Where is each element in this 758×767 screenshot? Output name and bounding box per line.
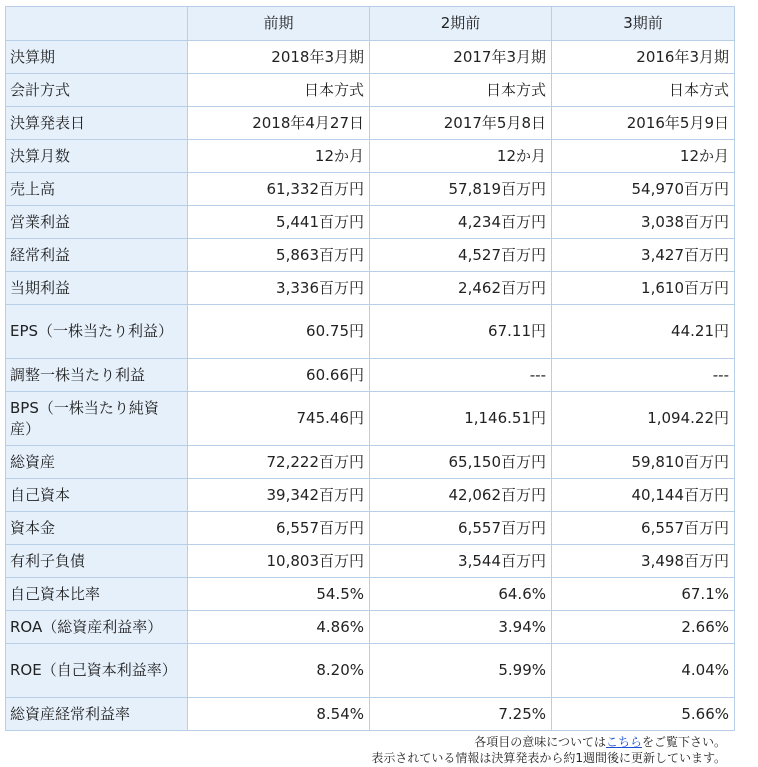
cell-value: 12か月	[370, 140, 552, 173]
cell-value: 60.66円	[188, 359, 370, 392]
cell-value: 64.6%	[370, 578, 552, 611]
table-row	[6, 359, 735, 392]
table-row	[6, 644, 735, 698]
header-two-periods-ago: 2期前	[370, 7, 552, 41]
cell-value: 7.25%	[370, 698, 552, 731]
footnote-text-before: 各項目の意味については	[474, 735, 606, 749]
table-row	[6, 392, 735, 446]
cell-value: 3.94%	[370, 611, 552, 644]
row-label: 調整一株当たり利益	[6, 359, 188, 392]
cell-value: 3,498百万円	[552, 545, 735, 578]
cell-value: 6,557百万円	[552, 512, 735, 545]
cell-value: 2016年5月9日	[552, 107, 735, 140]
table-row	[6, 74, 735, 107]
cell-value: 日本方式	[552, 74, 735, 107]
footnotes	[371, 734, 726, 766]
row-label: ROE（自己資本利益率）	[6, 644, 188, 698]
table-row	[6, 272, 735, 305]
row-label: 自己資本比率	[6, 578, 188, 611]
cell-value: 42,062百万円	[370, 479, 552, 512]
row-label: 営業利益	[6, 206, 188, 239]
cell-value: 3,427百万円	[552, 239, 735, 272]
cell-value: 59,810百万円	[552, 446, 735, 479]
row-label: 自己資本	[6, 479, 188, 512]
cell-value: 3,336百万円	[188, 272, 370, 305]
cell-value: 54,970百万円	[552, 173, 735, 206]
cell-value: 4.04%	[552, 644, 735, 698]
cell-value: 44.21円	[552, 305, 735, 359]
cell-value: 2016年3月期	[552, 41, 735, 74]
cell-value: 8.54%	[188, 698, 370, 731]
table-row	[6, 698, 735, 731]
cell-value: 61,332百万円	[188, 173, 370, 206]
cell-value: 2018年3月期	[188, 41, 370, 74]
cell-value: 4,527百万円	[370, 239, 552, 272]
cell-value: 日本方式	[370, 74, 552, 107]
table-row	[6, 545, 735, 578]
table-row	[6, 479, 735, 512]
footnote-line-1	[371, 734, 726, 750]
cell-value: 2,462百万円	[370, 272, 552, 305]
cell-value: 5.66%	[552, 698, 735, 731]
financial-table	[5, 6, 735, 731]
row-label: 当期利益	[6, 272, 188, 305]
cell-value: ---	[552, 359, 735, 392]
footnote-line-2: 表示されている情報は決算発表から約1週間後に更新しています。	[371, 751, 726, 765]
cell-value: 745.46円	[188, 392, 370, 446]
row-label: 決算期	[6, 41, 188, 74]
cell-value: 2017年3月期	[370, 41, 552, 74]
row-label: 決算発表日	[6, 107, 188, 140]
table-row	[6, 512, 735, 545]
cell-value: 12か月	[188, 140, 370, 173]
header-corner	[6, 7, 188, 41]
cell-value: 60.75円	[188, 305, 370, 359]
row-label: 経常利益	[6, 239, 188, 272]
cell-value: 10,803百万円	[188, 545, 370, 578]
cell-value: 39,342百万円	[188, 479, 370, 512]
table-row	[6, 206, 735, 239]
cell-value: 8.20%	[188, 644, 370, 698]
table-row	[6, 173, 735, 206]
cell-value: 40,144百万円	[552, 479, 735, 512]
row-label: 決算月数	[6, 140, 188, 173]
cell-value: 5.99%	[370, 644, 552, 698]
cell-value: 2.66%	[552, 611, 735, 644]
cell-value: 57,819百万円	[370, 173, 552, 206]
table-row	[6, 239, 735, 272]
header-three-periods-ago: 3期前	[552, 7, 735, 41]
cell-value: 1,094.22円	[552, 392, 735, 446]
row-label: ROA（総資産利益率）	[6, 611, 188, 644]
cell-value: 3,038百万円	[552, 206, 735, 239]
cell-value: 72,222百万円	[188, 446, 370, 479]
cell-value: 日本方式	[188, 74, 370, 107]
table-row	[6, 41, 735, 74]
header-row	[6, 7, 735, 41]
cell-value: 3,544百万円	[370, 545, 552, 578]
table-row	[6, 305, 735, 359]
cell-value: 1,146.51円	[370, 392, 552, 446]
table-row	[6, 611, 735, 644]
row-label: 有利子負債	[6, 545, 188, 578]
cell-value: 2017年5月8日	[370, 107, 552, 140]
row-label: 資本金	[6, 512, 188, 545]
cell-value: 67.11円	[370, 305, 552, 359]
cell-value: 54.5%	[188, 578, 370, 611]
header-previous-period: 前期	[188, 7, 370, 41]
cell-value: 2018年4月27日	[188, 107, 370, 140]
cell-value: 12か月	[552, 140, 735, 173]
table-row	[6, 578, 735, 611]
cell-value: 5,441百万円	[188, 206, 370, 239]
glossary-link[interactable]: こちら	[605, 735, 642, 749]
cell-value: 4,234百万円	[370, 206, 552, 239]
table-row	[6, 446, 735, 479]
cell-value: 65,150百万円	[370, 446, 552, 479]
cell-value: ---	[370, 359, 552, 392]
cell-value: 67.1%	[552, 578, 735, 611]
cell-value: 6,557百万円	[370, 512, 552, 545]
cell-value: 5,863百万円	[188, 239, 370, 272]
row-label: BPS（一株当たり純資産）	[6, 392, 188, 446]
row-label: 会計方式	[6, 74, 188, 107]
cell-value: 4.86%	[188, 611, 370, 644]
row-label: 総資産経常利益率	[6, 698, 188, 731]
table-row	[6, 140, 735, 173]
footnote-text-after: をご覧下さい。	[641, 735, 726, 749]
row-label: 総資産	[6, 446, 188, 479]
table-row	[6, 107, 735, 140]
row-label: 売上高	[6, 173, 188, 206]
cell-value: 6,557百万円	[188, 512, 370, 545]
cell-value: 1,610百万円	[552, 272, 735, 305]
table-body	[6, 41, 735, 731]
row-label: EPS（一株当たり利益）	[6, 305, 188, 359]
